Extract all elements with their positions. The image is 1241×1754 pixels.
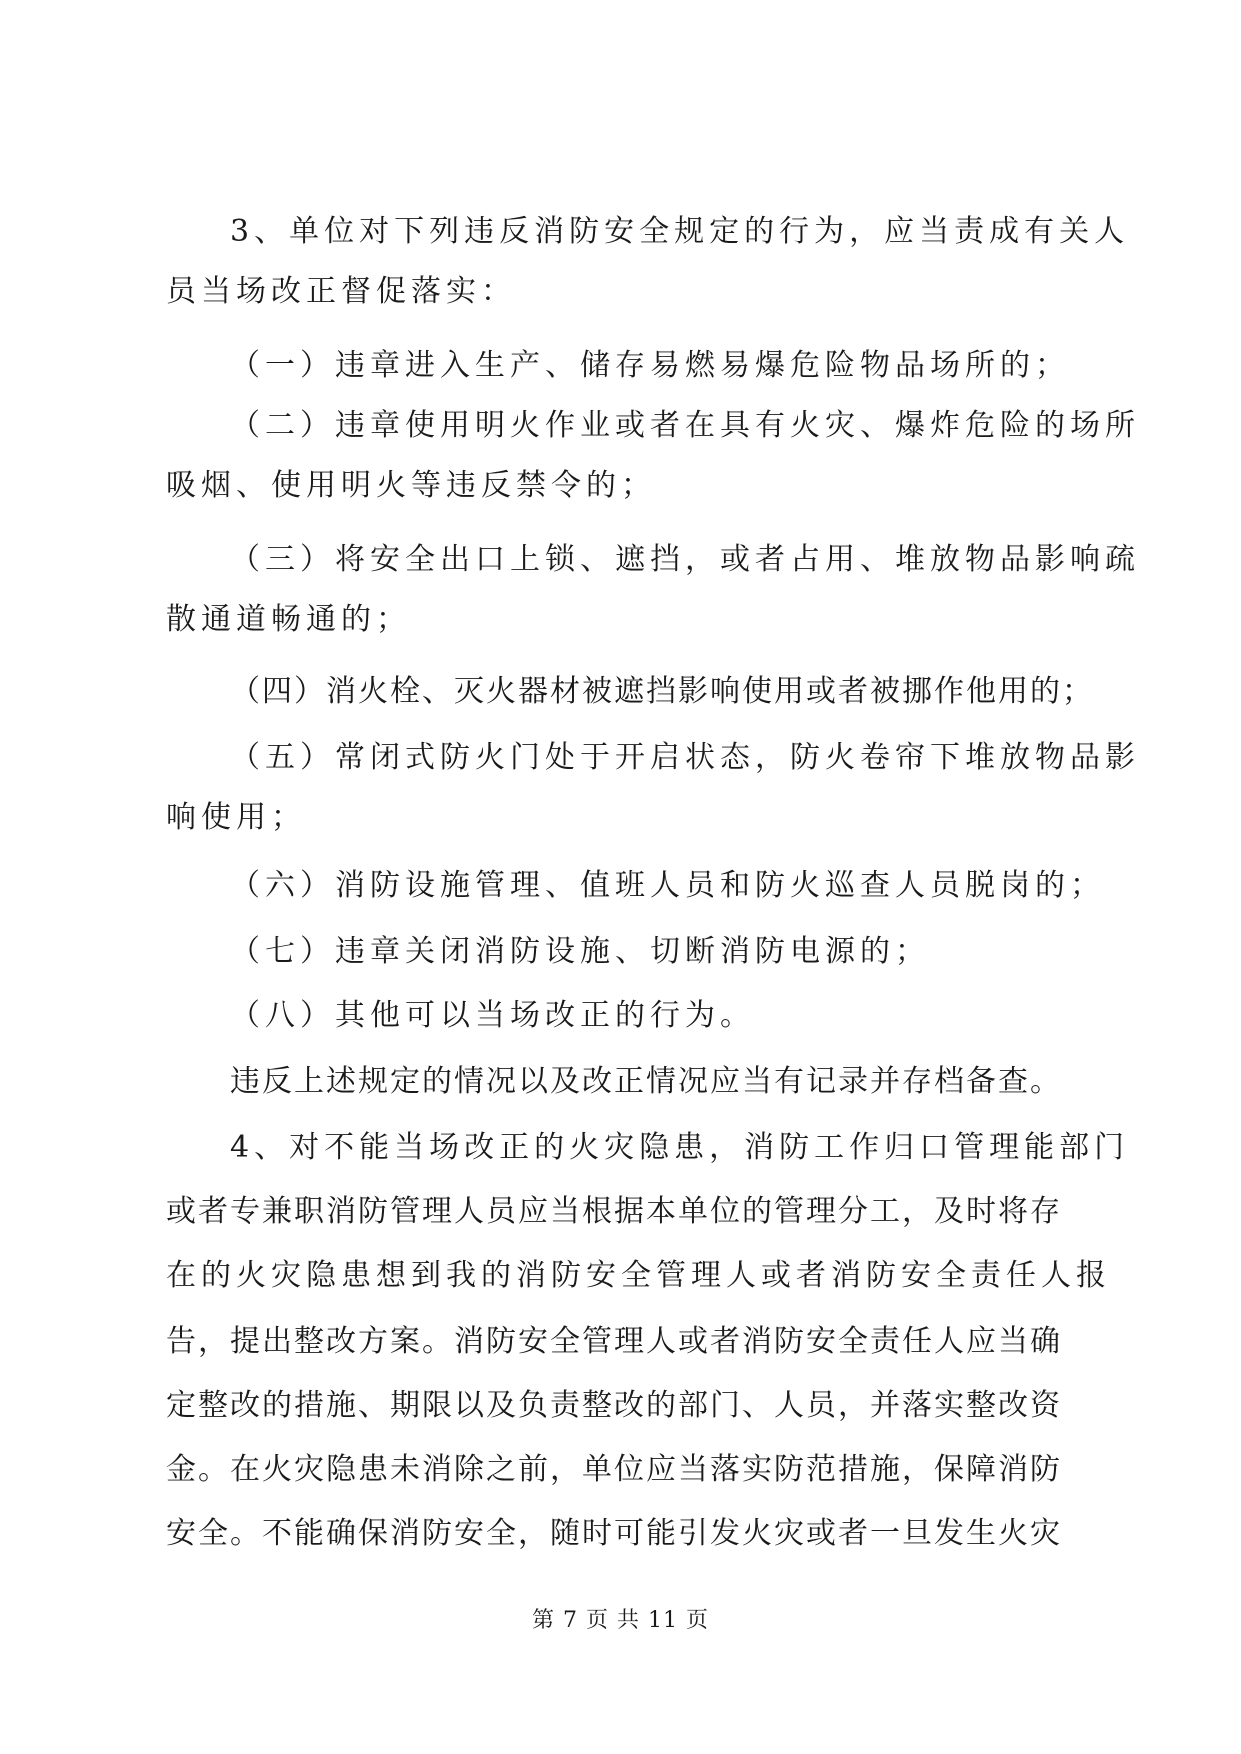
paragraph-line: （六）消防设施管理、值班人员和防火巡查人员脱岗的； [230, 868, 1105, 903]
paragraph-line: （八）其他可以当场改正的行为。 [230, 998, 755, 1033]
paragraph-line: （四）消火栓、灭火器材被遮挡影响使用或者被挪作他用的； [230, 674, 1094, 709]
paragraph-line: 金。在火灾隐患未消除之前，单位应当落实防范措施，保障消防 [166, 1452, 1062, 1487]
paragraph-line: 在的火灾隐患想到我的消防安全管理人或者消防安全责任人报 [166, 1258, 1111, 1293]
paragraph-line: 4、对不能当场改正的火灾隐患，消防工作归口管理能部门 [230, 1130, 1130, 1165]
paragraph-line: （二）违章使用明火作业或者在具有火灾、爆炸危险的场所 [230, 408, 1140, 443]
paragraph-line: （七）违章关闭消防设施、切断消防电源的； [230, 934, 930, 969]
paragraph-line: （三）将安全出口上锁、遮挡，或者占用、堆放物品影响疏 [230, 542, 1140, 577]
paragraph-line: 告，提出整改方案。消防安全管理人或者消防安全责任人应当确 [166, 1324, 1062, 1359]
paragraph-line: 散通道畅通的； [166, 602, 411, 637]
paragraph-line: （五）常闭式防火门处于开启状态，防火卷帘下堆放物品影 [230, 740, 1140, 775]
paragraph-line: 吸烟、使用明火等违反禁令的； [166, 468, 656, 503]
page-number-footer: 第 7 页 共 11 页 [532, 1608, 709, 1633]
paragraph-line: 定整改的措施、期限以及负责整改的部门、人员，并落实整改资 [166, 1388, 1062, 1423]
paragraph-line: 违反上述规定的情况以及改正情况应当有记录并存档备查。 [230, 1064, 1062, 1099]
paragraph-line: 安全。不能确保消防安全，随时可能引发火灾或者一旦发生火灾 [166, 1516, 1062, 1551]
paragraph-line: （一）违章进入生产、储存易燃易爆危险物品场所的； [230, 348, 1070, 383]
paragraph-line: 员当场改正督促落实： [166, 274, 516, 309]
paragraph-line: 3、单位对下列违反消防安全规定的行为，应当责成有关人 [230, 214, 1130, 249]
paragraph-line: 响使用； [166, 800, 306, 835]
paragraph-line: 或者专兼职消防管理人员应当根据本单位的管理分工，及时将存 [166, 1194, 1062, 1229]
